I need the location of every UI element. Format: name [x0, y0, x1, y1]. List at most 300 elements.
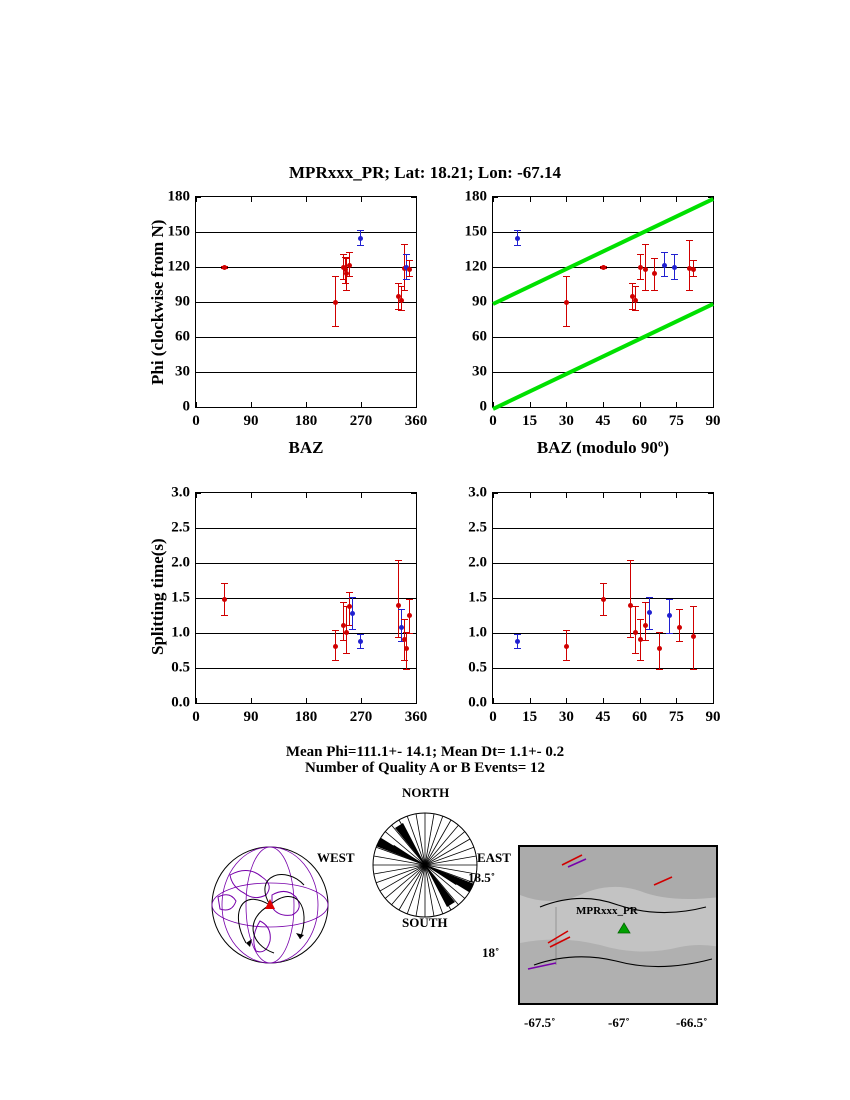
x-tick: [603, 402, 604, 408]
gridline: [196, 337, 416, 338]
y-tick: [708, 633, 714, 634]
y-tick-label: 0: [479, 398, 487, 415]
measurement-point: [333, 300, 338, 305]
y-tick-label: 3.0: [171, 484, 190, 501]
error-bar-cap: [632, 310, 639, 311]
y-tick-label: 120: [167, 258, 190, 275]
y-tick: [492, 372, 498, 373]
y-tick-label: 180: [167, 188, 190, 205]
measurement-error-bar: [649, 597, 650, 630]
measurement-error-bar: [360, 634, 361, 648]
error-bar-cap: [398, 310, 405, 311]
map-xtick-minus-67-5: -67.5˚: [524, 1015, 556, 1030]
y-tick-label: 150: [167, 223, 190, 240]
rose-label-east: EAST: [477, 850, 511, 865]
x-tick-label: 45: [595, 709, 611, 725]
y-tick: [492, 633, 498, 634]
measurement-error-bar: [640, 254, 641, 279]
measurement-point: [407, 267, 412, 272]
measurement-point: [396, 603, 401, 608]
measurement-error-bar: [517, 634, 518, 648]
measurement-error-bar: [224, 583, 225, 616]
error-bar-cap: [642, 290, 649, 291]
measurement-point: [358, 236, 363, 241]
gridline: [196, 563, 416, 564]
measurement-point: [350, 611, 355, 616]
x-tick: [493, 492, 494, 498]
measurement-error-bar: [404, 619, 405, 660]
y-tick-label: 0: [182, 398, 190, 415]
y-tick-label: 1.0: [171, 624, 190, 641]
error-bar-cap: [357, 230, 364, 231]
gridline: [493, 633, 713, 634]
measurement-point: [667, 613, 672, 618]
gridline: [493, 302, 713, 303]
x-tick: [251, 698, 252, 704]
measurement-error-bar: [654, 258, 655, 291]
y-tick-label: 60: [175, 328, 190, 345]
measurement-point: [677, 625, 682, 630]
measurement-error-bar: [409, 260, 410, 276]
y-tick: [492, 337, 498, 338]
x-tick: [251, 196, 252, 202]
error-bar-cap: [395, 560, 402, 561]
x-tick: [493, 698, 494, 704]
axis-title-baz-1: BAZ: [288, 438, 324, 457]
measurement-point: [633, 630, 638, 635]
y-tick: [492, 232, 498, 233]
x-tick: [566, 402, 567, 408]
map-ytick-18: 18˚: [482, 945, 500, 960]
error-bar-cap: [221, 615, 228, 616]
y-tick: [708, 337, 714, 338]
error-bar-cap: [349, 597, 356, 598]
chart-phi-vs-baz: [167, 188, 428, 429]
map-xtick-minus-66-5: -66.5˚: [676, 1015, 708, 1030]
x-tick: [251, 492, 252, 498]
error-bar-cap: [221, 583, 228, 584]
error-bar-cap: [651, 290, 658, 291]
x-tick: [306, 196, 307, 202]
y-tick-label: 1.5: [171, 589, 190, 606]
error-bar-cap: [332, 276, 339, 277]
error-bar-cap: [406, 260, 413, 261]
measurement-point: [404, 646, 409, 651]
x-tick-label: 90: [243, 413, 259, 429]
error-bar-cap: [671, 254, 678, 255]
measurement-point: [691, 634, 696, 639]
y-tick: [492, 267, 498, 268]
measurement-error-bar: [603, 266, 604, 268]
error-bar-cap: [340, 602, 347, 603]
y-tick: [411, 668, 417, 669]
x-tick-label: 75: [668, 709, 684, 725]
axis-title-baz-mod90: BAZ (modulo 90º): [536, 438, 670, 457]
x-tick: [713, 698, 714, 704]
map-station-label: MPRxxx_PR: [576, 905, 638, 917]
measurement-error-bar: [398, 560, 399, 637]
x-tick-label: 60: [632, 413, 648, 429]
gridline: [196, 232, 416, 233]
gridline: [196, 598, 416, 599]
error-bar-cap: [563, 630, 570, 631]
y-tick: [708, 668, 714, 669]
measurement-error-bar: [679, 609, 680, 642]
x-tick-label: 360: [404, 709, 428, 725]
y-tick-label: 0.0: [171, 694, 190, 711]
gridline: [493, 372, 713, 373]
error-bar-cap: [406, 599, 413, 600]
measurement-point: [601, 265, 606, 270]
y-tick: [411, 372, 417, 373]
error-bar-cap: [686, 240, 693, 241]
measurement-point: [691, 267, 696, 272]
x-tick: [361, 402, 362, 408]
map-xtick-minus-67: -67˚: [608, 1015, 630, 1030]
x-tick: [676, 698, 677, 704]
error-bar-cap: [357, 634, 364, 635]
error-bar-cap: [656, 632, 663, 633]
y-tick: [708, 598, 714, 599]
measurement-error-bar: [517, 230, 518, 245]
y-tick: [492, 563, 498, 564]
y-tick: [708, 232, 714, 233]
measurement-error-bar: [566, 276, 567, 326]
error-bar-cap: [637, 660, 644, 661]
x-tick: [713, 402, 714, 408]
measurement-error-bar: [335, 276, 336, 326]
error-bar-cap: [401, 619, 408, 620]
measurement-error-bar: [346, 606, 347, 652]
x-tick: [196, 492, 197, 498]
error-bar-cap: [563, 660, 570, 661]
x-tick: [640, 402, 641, 408]
measurement-point: [515, 236, 520, 241]
error-bar-cap: [403, 254, 410, 255]
x-tick: [196, 196, 197, 202]
rose-label-south: SOUTH: [402, 915, 448, 930]
y-tick: [492, 668, 498, 669]
y-tick-label: 120: [464, 258, 487, 275]
error-bar-cap: [629, 283, 636, 284]
error-bar-cap: [342, 283, 349, 284]
gridline: [493, 337, 713, 338]
x-tick-label: 0: [489, 413, 497, 429]
x-tick-label: 180: [294, 709, 318, 725]
x-tick-label: 0: [192, 709, 200, 725]
measurement-error-bar: [406, 254, 407, 279]
error-bar-cap: [403, 669, 410, 670]
gridline: [493, 563, 713, 564]
x-tick-label: 90: [705, 709, 721, 725]
measurement-error-bar: [398, 283, 399, 309]
measurement-error-bar: [635, 606, 636, 652]
gridline: [196, 267, 416, 268]
y-tick-label: 30: [472, 363, 487, 380]
measurement-error-bar: [659, 632, 660, 670]
y-tick: [195, 302, 201, 303]
measurement-point: [358, 639, 363, 644]
x-tick-label: 75: [668, 413, 684, 429]
y-tick: [411, 267, 417, 268]
chart-dt-vs-baz-mod90: [468, 484, 721, 725]
measurement-error-bar: [603, 583, 604, 616]
error-bar-cap: [627, 637, 634, 638]
gridline: [493, 668, 713, 669]
measurement-point: [638, 265, 643, 270]
measurement-point: [652, 271, 657, 276]
measurement-point: [564, 300, 569, 305]
x-tick: [306, 492, 307, 498]
error-bar-cap: [690, 276, 697, 277]
y-tick: [195, 633, 201, 634]
error-bar-cap: [401, 290, 408, 291]
measurement-error-bar: [635, 286, 636, 311]
measurement-error-bar: [630, 560, 631, 637]
x-tick: [640, 492, 641, 498]
station-map: [518, 845, 718, 1005]
error-bar-cap: [642, 602, 649, 603]
measurement-error-bar: [352, 597, 353, 630]
y-tick: [195, 668, 201, 669]
y-tick-label: 1.5: [468, 589, 487, 606]
x-tick: [306, 402, 307, 408]
y-tick: [195, 372, 201, 373]
x-tick-label: 0: [489, 709, 497, 725]
x-tick: [603, 698, 604, 704]
error-bar-cap: [642, 244, 649, 245]
measurement-error-bar: [669, 599, 670, 633]
y-tick: [411, 302, 417, 303]
y-tick: [195, 528, 201, 529]
measurement-error-bar: [664, 252, 665, 277]
x-tick: [416, 402, 417, 408]
error-bar-cap: [600, 615, 607, 616]
y-tick-label: 2.5: [171, 519, 190, 536]
guide-line: [492, 302, 714, 411]
y-tick-label: 90: [175, 293, 190, 310]
error-bar-cap: [395, 283, 402, 284]
page-title: MPRxxx_PR; Lat: 18.21; Lon: -67.14: [289, 163, 561, 182]
x-tick: [530, 196, 531, 202]
error-bar-cap: [343, 290, 350, 291]
x-tick: [566, 196, 567, 202]
y-tick-label: 0.0: [468, 694, 487, 711]
y-tick: [411, 232, 417, 233]
measurement-error-bar: [632, 283, 633, 309]
error-bar-cap: [676, 641, 683, 642]
y-tick: [708, 372, 714, 373]
y-tick-label: 0.5: [171, 659, 190, 676]
axis-title-dt: Splitting time(s): [148, 538, 167, 655]
x-tick: [676, 196, 677, 202]
y-tick-label: 0.5: [468, 659, 487, 676]
x-tick: [361, 196, 362, 202]
error-bar-cap: [357, 648, 364, 649]
x-tick-label: 270: [349, 413, 373, 429]
x-tick-label: 90: [243, 709, 259, 725]
y-tick-label: 1.0: [468, 624, 487, 641]
measurement-error-bar: [645, 602, 646, 641]
x-tick-label: 15: [522, 709, 538, 725]
y-tick: [708, 563, 714, 564]
measurement-error-bar: [689, 240, 690, 290]
error-bar-cap: [690, 260, 697, 261]
error-bar-cap: [632, 653, 639, 654]
x-tick: [530, 492, 531, 498]
x-tick: [251, 402, 252, 408]
x-tick: [196, 402, 197, 408]
measurement-point: [515, 639, 520, 644]
x-tick: [603, 196, 604, 202]
measurement-point: [643, 267, 648, 272]
x-tick: [361, 698, 362, 704]
error-bar-cap: [563, 326, 570, 327]
error-bar-cap: [666, 599, 673, 600]
error-bar-cap: [646, 629, 653, 630]
y-tick: [411, 528, 417, 529]
y-tick-label: 2.0: [171, 554, 190, 571]
y-tick: [195, 598, 201, 599]
gridline: [196, 528, 416, 529]
y-tick-label: 2.0: [468, 554, 487, 571]
measurement-point: [643, 623, 648, 628]
gridline: [196, 302, 416, 303]
measurement-point: [672, 265, 677, 270]
error-bar-cap: [343, 653, 350, 654]
measurement-error-bar: [693, 260, 694, 276]
error-bar-cap: [332, 326, 339, 327]
error-bar-cap: [642, 640, 649, 641]
measurement-point: [601, 597, 606, 602]
error-bar-cap: [340, 254, 347, 255]
x-tick: [416, 196, 417, 202]
measurement-error-bar: [409, 599, 410, 633]
gridline: [196, 633, 416, 634]
x-tick-label: 30: [558, 413, 574, 429]
error-bar-cap: [346, 252, 353, 253]
x-tick: [640, 698, 641, 704]
y-tick: [195, 337, 201, 338]
x-tick: [676, 492, 677, 498]
measurement-point: [662, 263, 667, 268]
x-tick: [196, 698, 197, 704]
gridline: [196, 668, 416, 669]
x-tick: [530, 402, 531, 408]
measurement-error-bar: [640, 619, 641, 660]
x-tick: [306, 698, 307, 704]
measurement-point: [564, 644, 569, 649]
y-tick-label: 3.0: [468, 484, 487, 501]
x-tick: [566, 698, 567, 704]
y-tick-label: 180: [464, 188, 487, 205]
error-bar-cap: [600, 583, 607, 584]
x-tick-label: 15: [522, 413, 538, 429]
y-tick-label: 60: [472, 328, 487, 345]
stats-event-count: Number of Quality A or B Events= 12: [304, 760, 546, 776]
error-bar-cap: [656, 669, 663, 670]
measurement-error-bar: [224, 266, 225, 268]
error-bar-cap: [332, 630, 339, 631]
error-bar-cap: [403, 279, 410, 280]
measurement-error-bar: [349, 252, 350, 277]
measurement-point: [647, 610, 652, 615]
y-tick: [492, 598, 498, 599]
y-tick-label: 90: [472, 293, 487, 310]
x-tick: [603, 492, 604, 498]
measurement-point: [222, 597, 227, 602]
map-ytick-18-5: 18.5˚: [468, 870, 496, 885]
error-bar-cap: [632, 286, 639, 287]
measurement-error-bar: [674, 254, 675, 279]
error-bar-cap: [661, 276, 668, 277]
stats-mean-phi-dt: Mean Phi=111.1+- 14.1; Mean Dt= 1.1+- 0.2: [285, 744, 565, 760]
error-bar-cap: [357, 245, 364, 246]
x-tick-label: 45: [595, 413, 611, 429]
error-bar-cap: [563, 276, 570, 277]
gridline: [196, 372, 416, 373]
measurement-point: [347, 263, 352, 268]
guide-line: [492, 197, 714, 306]
x-tick-label: 90: [705, 413, 721, 429]
error-bar-cap: [676, 609, 683, 610]
chart-phi-vs-baz-mod90: [464, 188, 721, 429]
x-tick: [530, 698, 531, 704]
error-bar-cap: [690, 669, 697, 670]
measurement-point: [657, 646, 662, 651]
x-tick: [640, 196, 641, 202]
measurement-error-bar: [645, 244, 646, 291]
rose-label-west: WEST: [317, 850, 355, 865]
error-bar-cap: [346, 592, 353, 593]
error-bar-cap: [627, 560, 634, 561]
x-tick-label: 30: [558, 709, 574, 725]
error-bar-cap: [661, 252, 668, 253]
measurement-point: [222, 265, 227, 270]
y-tick: [195, 232, 201, 233]
gridline: [493, 232, 713, 233]
y-tick-label: 30: [175, 363, 190, 380]
error-bar-cap: [514, 230, 521, 231]
error-bar-cap: [637, 279, 644, 280]
x-tick-label: 180: [294, 413, 318, 429]
axis-title-phi: Phi (clockwise from N): [148, 219, 167, 385]
y-tick: [708, 528, 714, 529]
measurement-point: [347, 604, 352, 609]
error-bar-cap: [514, 634, 521, 635]
x-tick-label: 270: [349, 709, 373, 725]
error-bar-cap: [637, 254, 644, 255]
y-tick-label: 150: [464, 223, 487, 240]
error-bar-cap: [398, 609, 405, 610]
measurement-point: [407, 613, 412, 618]
error-bar-cap: [671, 279, 678, 280]
measurement-error-bar: [335, 630, 336, 660]
gridline: [493, 528, 713, 529]
y-tick: [195, 563, 201, 564]
y-tick: [195, 267, 201, 268]
error-bar-cap: [690, 606, 697, 607]
x-tick: [416, 698, 417, 704]
x-tick: [361, 492, 362, 498]
y-tick-label: 2.5: [468, 519, 487, 536]
error-bar-cap: [514, 245, 521, 246]
measurement-error-bar: [693, 606, 694, 669]
x-tick: [566, 492, 567, 498]
error-bar-cap: [646, 597, 653, 598]
error-bar-cap: [349, 629, 356, 630]
y-tick: [708, 267, 714, 268]
